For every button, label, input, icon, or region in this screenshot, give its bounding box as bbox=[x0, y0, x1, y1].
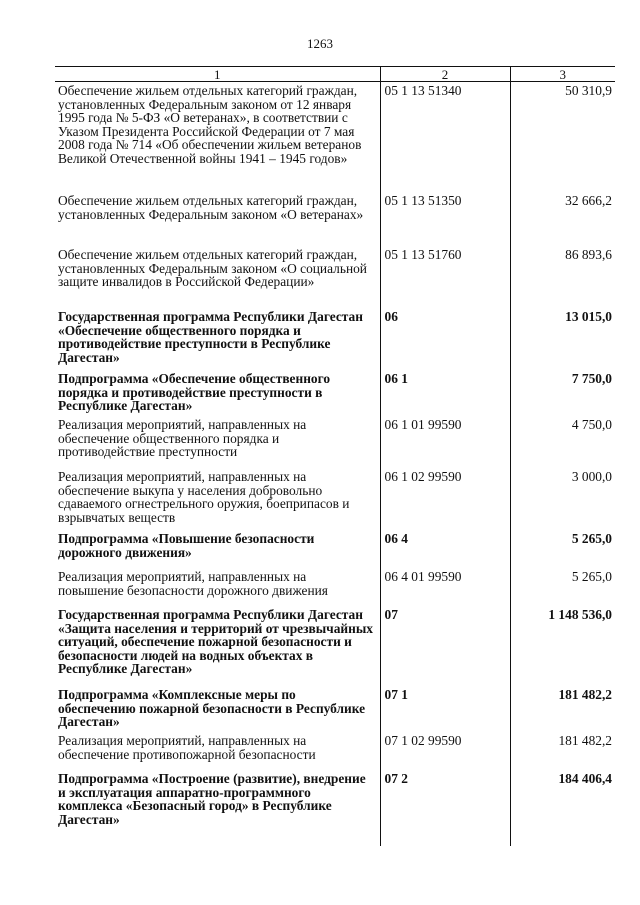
row-code: 05 1 13 51350 bbox=[380, 194, 510, 248]
row-code: 06 1 02 99590 bbox=[380, 470, 510, 532]
table-header-row bbox=[55, 67, 615, 82]
budget-table bbox=[55, 66, 615, 846]
row-amount: 86 893,6 bbox=[510, 248, 615, 310]
table-row bbox=[55, 310, 615, 372]
table-row bbox=[55, 372, 615, 418]
row-description: Подпрограмма «Комплексные меры по обеспечению пожарной безопасности в Республике Дагестан» bbox=[58, 687, 366, 730]
row-code: 06 4 bbox=[380, 532, 510, 570]
row-code: 05 1 13 51340 bbox=[380, 82, 510, 195]
row-amount: 4 750,0 bbox=[510, 418, 615, 470]
row-amount: 13 015,0 bbox=[510, 310, 615, 372]
row-code: 06 bbox=[380, 310, 510, 372]
table-row bbox=[55, 248, 615, 310]
table-row bbox=[55, 688, 615, 734]
table-row bbox=[55, 82, 615, 195]
table-row bbox=[55, 194, 615, 248]
row-amount: 32 666,2 bbox=[510, 194, 615, 248]
table-row bbox=[55, 532, 615, 570]
row-amount: 3 000,0 bbox=[510, 470, 615, 532]
table-row bbox=[55, 772, 615, 846]
page-number: 1263 bbox=[307, 36, 333, 51]
row-code: 07 bbox=[380, 608, 510, 688]
row-amount: 184 406,4 bbox=[510, 772, 615, 846]
row-description: Обеспечение жильем отдельных категорий граждан, установленных Федеральным законом «О социальной защите инвалидов в Российской Федерации» bbox=[58, 247, 367, 290]
row-description: Государственная программа Республики Дагестан «Защита населения и территорий от чрезвычайных ситуаций, обеспечение пожарной безопасности и безопасности людей на водных объектах в Республике Дагестан» bbox=[58, 607, 374, 677]
row-amount: 50 310,9 bbox=[510, 82, 615, 195]
row-code: 07 1 02 99590 bbox=[380, 734, 510, 772]
row-code: 06 1 bbox=[380, 372, 510, 418]
row-description: Реализация мероприятий, направленных на повышение безопасности дорожного движения bbox=[58, 569, 328, 598]
row-code: 07 1 bbox=[380, 688, 510, 734]
table-row bbox=[55, 470, 615, 532]
table-row bbox=[55, 570, 615, 608]
row-amount: 181 482,2 bbox=[510, 734, 615, 772]
row-code: 06 1 01 99590 bbox=[380, 418, 510, 470]
row-description: Реализация мероприятий, направленных на обеспечение выкупа у населения добровольно сдаваемого огнестрельного оружия, боеприпасов и взрывчатых веществ bbox=[58, 469, 350, 525]
row-description: Подпрограмма «Повышение безопасности дорожного движения» bbox=[58, 531, 315, 560]
column-header-2: 2 bbox=[380, 67, 510, 82]
row-code: 06 4 01 99590 bbox=[380, 570, 510, 608]
column-header-1: 1 bbox=[55, 67, 380, 82]
table-row bbox=[55, 608, 615, 688]
row-description: Подпрограмма «Построение (развитие), внедрение и эксплуатация аппаратно-программного комплекса «Безопасный город» в Республике Дагестан» bbox=[58, 771, 366, 827]
row-description: Реализация мероприятий, направленных на обеспечение общественного порядка и противодействие преступности bbox=[58, 417, 307, 460]
row-amount: 5 265,0 bbox=[510, 570, 615, 608]
row-description: Реализация мероприятий, направленных на обеспечение противопожарной безопасности bbox=[58, 733, 316, 762]
column-header-3: 3 bbox=[510, 67, 615, 82]
row-code: 05 1 13 51760 bbox=[380, 248, 510, 310]
row-amount: 181 482,2 bbox=[510, 688, 615, 734]
row-description: Подпрограмма «Обеспечение общественного порядка и противодействие преступности в Республике Дагестан» bbox=[58, 371, 331, 414]
row-description: Государственная программа Республики Дагестан «Обеспечение общественного порядка и противодействие преступности в Республике Дагестан» bbox=[58, 309, 363, 365]
row-amount: 5 265,0 bbox=[510, 532, 615, 570]
row-code: 07 2 bbox=[380, 772, 510, 846]
row-description: Обеспечение жильем отдельных категорий граждан, установленных Федеральным законом от 12 января 1995 года № 5-ФЗ «О ветеранах», в соответствии с Указом Президента Российской Федерации от 7 мая 2008 года № 714 «Об обеспечении жильем ветеранов Великой Отечественной войны 1941 – 1945 годов» bbox=[58, 83, 362, 166]
row-amount: 1 148 536,0 bbox=[510, 608, 615, 688]
row-description: Обеспечение жильем отдельных категорий граждан, установленных Федеральным законом «О ветеранах» bbox=[58, 193, 364, 222]
row-amount: 7 750,0 bbox=[510, 372, 615, 418]
table-row bbox=[55, 734, 615, 772]
table-row bbox=[55, 418, 615, 470]
